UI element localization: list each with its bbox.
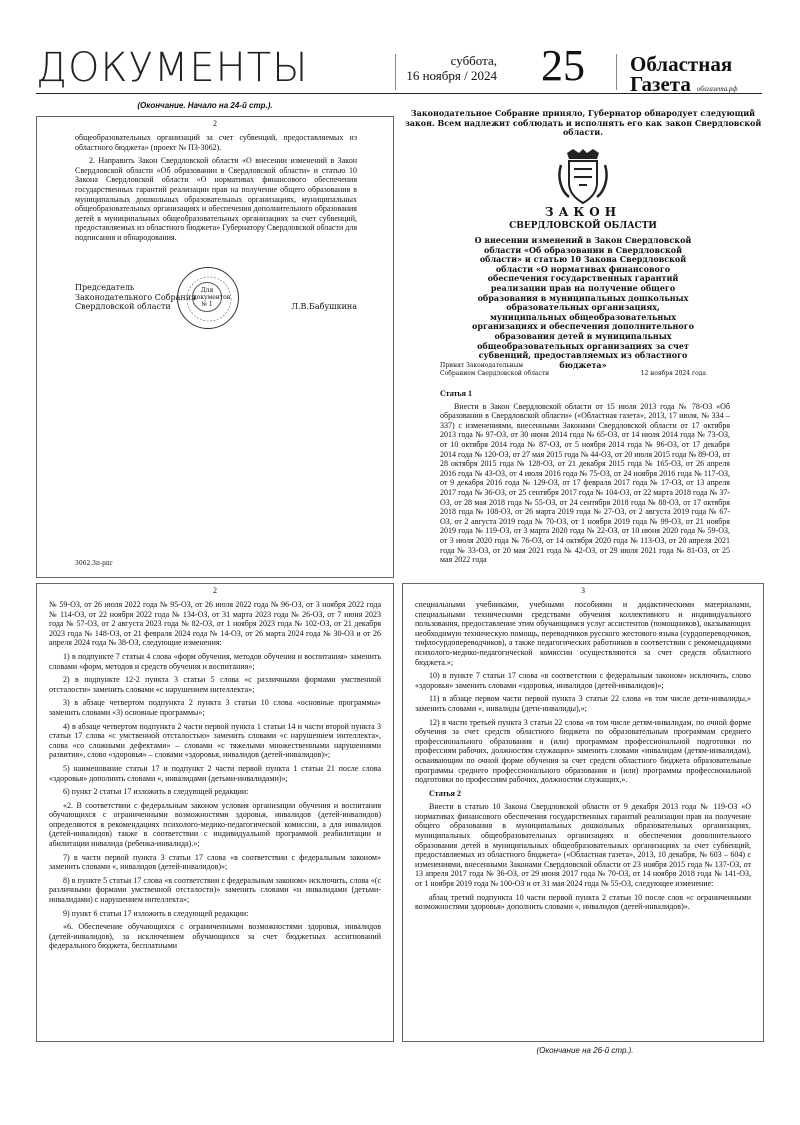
paragraph: 2. Направить Закон Свердловской области «О внесении изменений в Закон Свердловской области «Об образовании в Свердловской области» и статью 10 Закона Свердловской области «О нормативах финансового обеспечения государственных гарантий реализации прав на получение общего образования в муниципальных дошкольных образовательных организациях, муниципальных общеобразовательных организациях и обеспечения дополнительного образования детей в муниципальных общеобразовательных организациях за счет субвенций, предоставляемых из областного бюджета» Губернатору Свердловской области для подписания и обнародования. (75, 156, 357, 242)
paragraph: 3) в абзаце четвертом подпункта 2 пункта 3 статьи 10 слова «основные программы» заменить словами «3) основные программы»; (49, 698, 381, 717)
paragraph: «6. Обеспечение обучающихся с ограниченными возможностями здоровья, инвалидов (детей-инвалидов), за исключением обучающихся за счет бюджетных ассигнований федерального бюджета, бесплатными (49, 922, 381, 951)
masthead-rule (36, 93, 762, 94)
page-number: 25 (541, 41, 585, 90)
document-page-3 (402, 583, 764, 1042)
page-marker: 3 (581, 586, 585, 595)
paragraph: 5) наименование статьи 17 и подпункт 2 части первой пункта 1 статьи 21 после слова «здоровья» дополнить словами «, инвалидами (детьми-инвалидами)»; (49, 763, 381, 783)
seal-stamp (177, 267, 239, 329)
paragraph: абзац третий подпункта 10 части первой пункта 2 статьи 10 после слов «с ограниченными возможностями здоровья» дополнить словами «, инвалидов (детей-инвалидов)». (415, 892, 751, 912)
paragraph: специальными учебниками, учебными пособиями и дидактическими материалами, специальными техническими средствами обучения коллективного и индивидуального пользования, предоставление этим обучающимся услуг ассистентов (помощников), оказывающих необходимую техническую помощь, переводчиков русского жестового языка (сурдопереводчиков, тифлосурдопереводчиков), а также педагогических работников в соответствии с рекомендациями психолого-медико-педагогической комиссии осуществляются за счет средств областного бюджета.»; (415, 600, 751, 667)
issue-date-value: 16 ноября / 2024 (406, 68, 497, 83)
paragraph: 2) в подпункте 12-2 пункта 3 статьи 5 слова «с различными формами умственной отсталости» заменить словами «с нарушением интеллекта»; (49, 675, 381, 694)
adopted-date: 12 ноября 2024 года (640, 370, 706, 377)
law-title: О внесении изменений в Закон Свердловской области «Об образовании в Свердловской области» и статью 10 Закона Свердловской области «О нормативах финансового обеспечения государственных гарантий реализации прав на получение общего образования в муниципальных дошкольных образовательных организациях, муниципальных общеобразовательных организациях и обеспечения дополнительного образования детей в муниципальных общеобразовательных организациях за счет субвенций, предоставляемых из областного бюджета» (472, 235, 694, 370)
paragraph: 11) в абзаце первом части первой пункта 3 статьи 22 слова «в том числе дети-инвалиды,» заменить словами «, инвалиды (дети-инвалиды),»; (415, 694, 751, 713)
article-title: Статья 1 (440, 389, 472, 398)
resolution-text (75, 133, 357, 247)
paragraph: общеобразовательных организаций за счет субвенций, предоставляемых из областного бюджета» (проект № ПЗ-3062). (75, 133, 357, 152)
paragraph: 9) пункт 6 статьи 17 изложить в следующей редакции: (63, 908, 249, 918)
paragraph: 4) в абзаце четвертом подпункта 2 части первой пункта 1 статьи 14 и части второй пункта 3 статьи 17 слова «с умственной отсталостью» заменить словами «с нарушением интеллекта», слова «со сложными дефектами» – словами «с тяжелыми множественными нарушениями развития», слово «здоровья» – словами «здоровья, инвалидов (детей-инвалидов)»; (49, 721, 381, 760)
article-1 (440, 389, 730, 569)
paragraph: 7) в части первой пункта 3 статьи 17 слова «в соответствии с федеральным законом» заменить словами «, инвалидов (детей-инвалидов)»; (49, 852, 381, 872)
paragraph: 6) пункт 2 статьи 17 изложить в следующей редакции: (63, 787, 249, 797)
section-title: ДОКУМЕНТЫ (36, 45, 309, 91)
paragraph: 1) в подпункте 7 статьи 4 слова «форм обучения, методов обучения и воспитания» заменить словами «форм, методов и средств обучения и воспитания»; (49, 651, 381, 671)
continued-from-note: (Окончание. Начало на 24-й стр.). (137, 101, 273, 110)
document-page-resolution (36, 116, 394, 578)
masthead-divider (616, 54, 617, 90)
paragraph: № 59-ОЗ, от 26 июля 2022 года № 95-ОЗ, от 26 июля 2022 года № 96-ОЗ, от 3 ноября 2022 года № 114-ОЗ, от 22 ноября 2022 года № 134-ОЗ, от 31 марта 2023 года № 26-ОЗ, от 7 июня 2023 года № 57-ОЗ, от 2 августа 2023 года № 82-ОЗ, от 1 ноября 2023 года № 102-ОЗ, от 21 декабря 2023 года № 148-ОЗ, от 21 февраля 2024 года № 14-ОЗ, от 26 марта 2024 года № 30-ОЗ и от 26 апреля 2024 года № 38-ОЗ, следующие изменения: (49, 600, 381, 648)
adopted-by: Принят Законодательным Собранием Свердловской области (440, 362, 550, 377)
paragraph: Внести в Закон Свердловской области от 15 июля 2013 года № 78-ОЗ «Об образовании в Свердловской области» («Областная газета», 2013, 17 июля, № 334 – 337) с изменениями, внесенными Законами Свердловской области от 17 октября 2013 года № 97-ОЗ, от 30 июня 2014 года № 65-ОЗ, от 14 июля 2014 года № 73-ОЗ, от 10 октября 2014 года № 87-ОЗ, от 5 ноября 2014 года № 96-ОЗ, от 17 декабря 2014 года № 120-ОЗ, от 27 мая 2015 года № 44-ОЗ, от 20 июля 2015 года № 89-ОЗ, от 28 октября 2015 года № 128-ОЗ, от 21 декабря 2015 года № 165-ОЗ, от 26 апреля 2016 года № 43-ОЗ, от 4 июля 2016 года № 75-ОЗ, от 24 ноября 2016 года № 117-ОЗ, от 9 декабря 2016 года № 129-ОЗ, от 17 февраля 2017 года № 17-ОЗ, от 13 апреля 2017 года № 36-ОЗ, от 25 сентября 2017 года № 104-ОЗ, от 22 марта 2018 года № 37-ОЗ, от 28 мая 2018 года № 55-ОЗ, от 24 сентября 2018 года № 88-ОЗ, от 17 октября 2018 года № 108-ОЗ, от 26 марта 2019 года № 27-ОЗ, от 2 августа 2019 года № 67-ОЗ, от 2 августа 2019 года № 70-ОЗ, от 1 ноября 2019 года № 99-ОЗ, от 21 ноября 2019 года № 119-ОЗ, от 3 марта 2020 года № 22-ОЗ, от 10 июня 2020 года № 59-ОЗ, от 3 июля 2020 года № 76-ОЗ, от 14 октября 2020 года № 113-ОЗ, от 20 апреля 2021 года № 33-ОЗ, от 20 мая 2021 года № 42-ОЗ, от 29 июля 2021 года № 81-ОЗ, от 25 мая 2022 года (440, 401, 730, 565)
page-marker: 2 (213, 586, 217, 595)
page-marker: 2 (213, 119, 217, 128)
brand-site: облгазета.рф (696, 85, 738, 93)
seal-line: документов (193, 294, 231, 301)
signer-name: Л.В.Бабушкина (291, 302, 357, 312)
seal-center (192, 282, 231, 312)
document-code: 3062.3п-рпг (75, 560, 114, 567)
coat-of-arms-icon (557, 147, 609, 207)
seal-line: Для (200, 287, 214, 294)
issue-date (405, 53, 497, 83)
law-intro: Законодательное Собрание приняло, Губернатор обнародует следующий закон. Всем надлежит соблюдать и исполнять его как закон Свердловской области. (404, 108, 762, 138)
brand-line1: Областная (630, 52, 733, 76)
paragraph: Внести в статью 10 Закона Свердловской области от 9 декабря 2013 года № 119-ОЗ «О нормативах финансового обеспечения государственных гарантий реализации прав на получение общего образования в муниципальных дошкольных образовательных организациях, муниципальных общеобразовательных организациях и обеспечения дополнительного образования детей в муниципальных общеобразовательных организациях за счет субвенций, предоставляемых из областного бюджета» («Областная газета», 2013, 10 декабря, № 603 – 604) с изменениями, внесенными Законами Свердловской области от 23 ноября 2015 года № 137-ОЗ, от 13 апреля 2017 года № 36-ОЗ, от 29 июня 2017 года № 70-ОЗ, от 14 ноября 2018 года № 141-ОЗ, от 1 ноября 2019 года № 100-ОЗ и от 31 мая 2024 года № 55-ОЗ, следующее изменение: (415, 802, 751, 889)
masthead-divider (395, 54, 396, 90)
adoption-line (440, 362, 706, 378)
paragraph: «2. В соответствии с федеральным законом условия организации обучения и воспитания обучающихся с ограниченными возможностями здоровья, инвалидов (детей-инвалидов) определяются в рекомендациях психолого-медико-педагогической комиссии, а для инвалидов (детей-инвалидов) также в соответствии с индивидуальной программой реабилитации и абилитации инвалида (ребенка-инвалида).»; (49, 800, 381, 849)
signer-role: Председатель Законодательного Собрания Свердловской области (75, 283, 197, 312)
continued-to-note: (Окончание на 26-й стр.). (536, 1046, 634, 1055)
law-page (402, 107, 764, 575)
paragraph: 8) в пункте 5 статьи 17 слова «в соответствии с федеральным законом» исключить, слова «(с различными формами умственной отсталости)» заменить словами «и инвалидами (детьми-инвалидами) с нарушением интеллекта»; (49, 875, 381, 905)
law-region: СВЕРДЛОВСКОЙ ОБЛАСТИ (509, 221, 657, 231)
brand-line2: Газета (630, 72, 691, 96)
page-3-text (415, 600, 751, 916)
issue-weekday: суббота, (450, 53, 497, 68)
page-2-text (49, 600, 381, 955)
paragraph: 12) в части третьей пункта 3 статьи 22 слова «в том числе детям-инвалидам, по очной форме обучения за счет средств областного бюджета по образовательным программам среднего профессионального образования и (или) программам профессиональной подготовки по профессиям рабочих, должностям служащих» заменить словами «инвалидам (детям-инвалидам), осваивающим по очной форме обучения за счет средств областного бюджета образовательные программы среднего профессионального образования и (или) программы профессиональной подготовки по профессиям рабочих, должностям служащих,». (415, 717, 751, 785)
paragraph: 10) в пункте 7 статьи 17 слова «в соответствии с федеральным законом» исключить, слово «здоровья» заменить словами «здоровья, инвалидов (детей-инвалидов)»; (415, 671, 751, 690)
seal-line: № 1 (201, 301, 213, 308)
article-title: Статья 2 (429, 788, 461, 798)
document-page-2 (36, 583, 394, 1042)
law-heading: ЗАКОН (544, 205, 622, 219)
